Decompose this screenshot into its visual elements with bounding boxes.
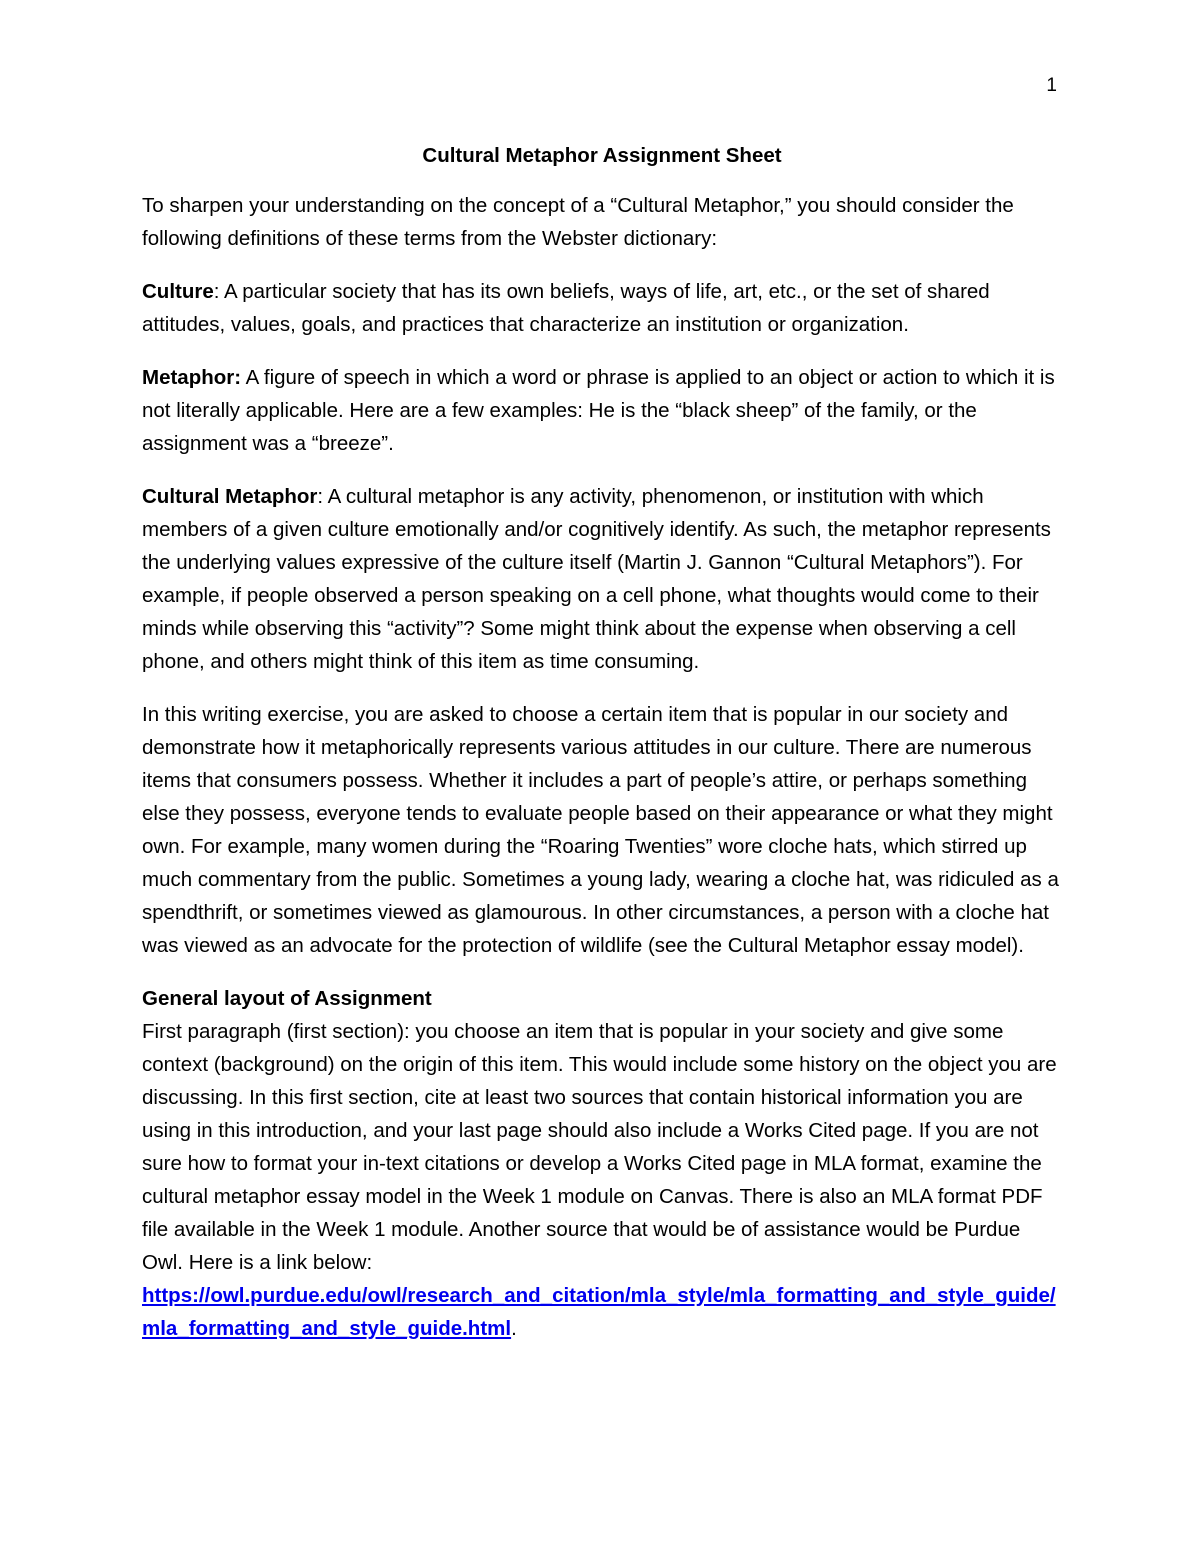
section-body: First paragraph (first section): you choose an item that is popular in your society and give some context (background) on the origin of this item. This would include some history on the object you are discussing. In this first section, cite at least two sources that contain historical information you are using in this introduction, and your last page should also include a Works Cited page. If you are not sure how to format your in-text citations or develop a Works Cited page in MLA format, examine the cultural metaphor essay model in the Week 1 module on Canvas. There is also an MLA format PDF file available in the Week 1 module. Another source that would be of assistance would be Purdue Owl. Here is a link below: — [142, 1020, 1057, 1274]
definition-term: Cultural Metaphor — [142, 485, 318, 508]
section-heading: General layout of Assignment — [142, 987, 432, 1010]
definition-culture — [142, 275, 1062, 341]
definition-text: A particular society that has its own beliefs, ways of life, art, etc., or the set of shared attitudes, values, goals, and practices that characterize an institution or organization. — [142, 280, 990, 336]
definition-text: A cultural metaphor is any activity, phenomenon, or institution with which members of a given culture emotionally and/or cognitively identify. As such, the metaphor represents the underlying values expressive of the culture itself (Martin J. Gannon “Cultural Metaphors”). For example, if people observed a person speaking on a cell phone, what thoughts would come to their minds while observing this “activity”? Some might think about the expense when observing a cell phone, and others might think of this item as time consuming. — [142, 485, 1051, 673]
exercise-paragraph: In this writing exercise, you are asked to choose a certain item that is popular in our society and demonstrate how it metaphorically represents various attitudes in our culture. There are numerous items that consumers possess. Whether it includes a part of people’s attire, or perhaps something else they possess, everyone tends to evaluate people based on their appearance or what they might own. For example, many women during the “Roaring Twenties” wore cloche hats, which stirred up much commentary from the public. Sometimes a young lady, wearing a cloche hat, was ridiculed as a spendthrift, or sometimes viewed as glamourous. In other circumstances, a person with a cloche hat was viewed as an advocate for the protection of wildlife (see the Cultural Metaphor essay model). — [142, 703, 1059, 957]
definition-text: A figure of speech in which a word or phrase is applied to an object or action to which it is not literally applicable. Here are a few examples: He is the “black sheep” of the family, or the assignment was a “breeze”. — [142, 366, 1055, 455]
definition-metaphor — [142, 361, 1062, 460]
definition-term: Metaphor: — [142, 366, 242, 389]
definition-term: Culture — [142, 280, 214, 303]
document-body — [142, 142, 1062, 1345]
intro-paragraph: To sharpen your understanding on the concept of a “Cultural Metaphor,” you should consider the following definitions of these terms from the Webster dictionary: — [142, 194, 1014, 250]
link-suffix: . — [511, 1317, 517, 1340]
page-number: 1 — [1046, 75, 1057, 96]
purdue-owl-link[interactable]: https://owl.purdue.edu/owl/research_and_citation/mla_style/mla_formatting_and_style_guide/mla_formatting_and_style_guide.html — [142, 1284, 1056, 1340]
definition-cultural-metaphor — [142, 480, 1062, 678]
definition-separator: : — [213, 280, 225, 303]
document-title: Cultural Metaphor Assignment Sheet — [422, 144, 782, 167]
layout-section — [142, 982, 1062, 1345]
definition-separator: : — [317, 485, 328, 508]
